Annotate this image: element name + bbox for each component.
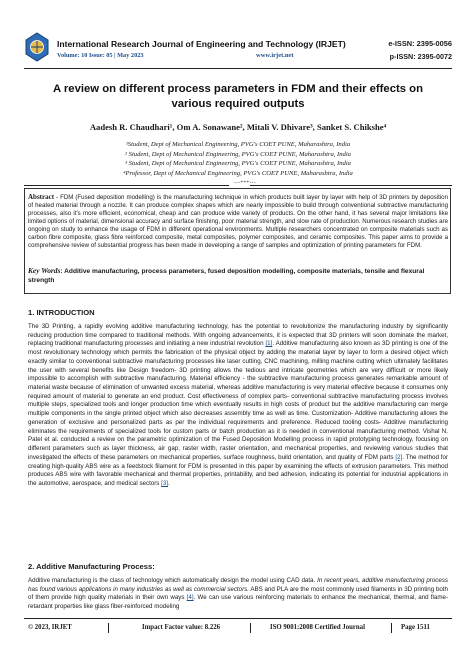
author-list: Aadesh R. Chaudhari¹, Om A. Sonawane², Mitali V. Dhivare³, Sanket S. Chikshe⁴ <box>89 122 387 132</box>
intro-text-2: . Additive manufacturing also known as 3D printing is one of the most revolutionary technology which permits the fabrication of the physical object by adding the material layer by layer to form a desired object which exactly similar to conventional subtractive manufacturing processes like laser cutting, CNC machining, milling machine cutting which ultimately facilitates the user with several benefits like Design freedom- 3D printing allows the tedious and intricate geometries which are very difficult or more likely impossible to accomplish with subtractive manufacturing. Material efficiency - the subtractive manufacturing process generates remarkable amount of material waste because of elimination of unwanted excess material, whereas additive manufacturing is very material effective because it consumes only required amount of material to generate an end product. Cost effectiveness of complex parts- conventional subtractive manufacturing process involves multiple steps, specialized tools and longer production time which eventually results in high costs of product but the additive manufacturing can merge multiple components in the single printed object which also decreases assembly time as well as time. Customization- Additive manufacturing allows the generation of exclusive and personalized parts as per the individual requirements and preference. Reduced tooling costs- Additive manufacturing eliminates the requirements of specialized tools for custom parts or batch production as it is needed in conventional manufacturing method. Vishal N. Patel et al. conducted a review on the parametric optimization of the Fused Deposition Modelling process in rapid prototyping technology, focusing on different parameters such as layer thickness, air gap, raster width, raster orientation, and mechanical properties, and reviewing various studies that investigated the effects of these parameters on mechanical properties, surface roughness, build orientation, and quality of FDM parts <box>28 340 448 461</box>
abstract-text: - FDM (Fused deposition modelling) is the manufacturing technique in which products built layer by layer with help of 3D printers by deposition of heated material through a nozzle. It can produce complex shapes which are nearly impossible to build through conventional subtractive manufacturing processes, also it's more efficient, economical, cheap and can produce wide variety of products. On the other hand, it has several major limitations like limited options of material, dimensional accuracy and surface finishing, poor material strength, and slow rate of production. Numerous research studies are ongoing on study to enhance the usage of FDM in different operational environments. Multiple researchers concentrated on composite materials such as carbon fibre composite, glass fibre reinforced composite, metal composites, polymer composites, and ceramic composites. This paper aims to provide a comprehensive review of substantial progress has been made in developing a range of samples and optimization of printing parameters for FDM. <box>28 194 448 249</box>
journal-title: International Research Journal of Engineering and Technology (IRJET) <box>57 39 346 49</box>
citation-2[interactable]: [2] <box>395 453 403 461</box>
journal-header <box>24 32 452 66</box>
separator-mark: ---***--- <box>234 181 256 186</box>
journal-url[interactable]: www.irjet.net <box>256 52 294 59</box>
footer-page-number: Page 1511 <box>401 624 430 631</box>
am-text-2: ABS and PLA are the most commonly used filaments in 3D printing both of them provide high quality materials in their own ways <box>28 585 448 602</box>
affiliations <box>24 140 452 178</box>
citation-1[interactable]: [1] <box>265 340 273 348</box>
footer-copyright: © 2023, IRJET <box>28 624 72 631</box>
footer-divider <box>108 623 109 633</box>
section-1-heading: 1. INTRODUCTION <box>28 308 95 317</box>
section-separator <box>24 183 452 187</box>
citation-4[interactable]: [4] <box>186 594 194 602</box>
p-issn: p-ISSN: 2395-0072 <box>389 52 452 61</box>
intro-text-1: The 3D Printing, a rapidly evolving additive manufacturing technology, has the potential to revolutionize the manufacturing industry by significantly reducing production time compared to traditional methods. With ongoing advancements, it is expected that 3D printers will soon dominate the market, replacing traditional manufacturing processes and initiating a new industrial revolution <box>28 323 448 348</box>
section-2-body <box>28 577 448 612</box>
abstract <box>28 193 448 250</box>
affiliation-3: ³ Student, Dept of Mechanical Engineering, PVG's COET PUNE, Maharashtra, India <box>125 160 351 168</box>
section-2-heading: 2. Additive Manufacturing Process: <box>28 562 155 571</box>
volume-issue: Volume: 10 Issue: 05 | May 2023 <box>57 52 144 59</box>
intro-text-3: . The method for creating high-quality ABS wire as a feedstock filament for FDM is presented in this paper by examining the effects of extrusion parameters. This method produces ABS wire with favorable mechanical and thermal properties, printability, and bed adhesion, indicating its potential for industrial applications in the automotive, aerospace, and medical sectors <box>28 453 448 487</box>
irjet-logo-icon <box>24 32 50 62</box>
affiliation-4: ⁴Professor, Dept of Mechanical Engineering, PVG's COET PUNE, Maharashtra, India <box>123 169 353 177</box>
section-1-body <box>28 323 448 489</box>
affiliation-2: ² Student, Dept of Mechanical Engineering, PVG's COET PUNE, Maharashtra, India <box>125 150 351 158</box>
am-text-1: Additive manufacturing is the class of technology which automatically design the model using CAD data. <box>28 577 318 584</box>
title-line-2: various required outputs <box>171 98 305 110</box>
footer-rule <box>24 618 452 619</box>
e-issn: e-ISSN: 2395-0056 <box>388 39 452 48</box>
keywords-text: : Additive manufacturing, process parameters, fused deposition modelling, composite materials, tensile and flexural strength <box>28 268 425 284</box>
keywords <box>28 267 448 285</box>
am-text-italic: In recent years, additive manufacturing process has found various applications in many industries as well as commercial sectors. <box>28 577 449 593</box>
abstract-label: Abstract <box>28 193 55 201</box>
title-line-1: A review on different process parameters in FDM and their effects on <box>53 83 423 95</box>
footer-iso: ISO 9001:2008 Certified Journal <box>270 624 365 631</box>
am-text-3: . We can use various reinforcing materials to enhance the mechanical, thermal, and flame-retardant properties like glass fiber-reinforced modeling <box>28 594 449 611</box>
paper-title <box>24 82 452 112</box>
footer-divider <box>391 623 392 633</box>
citation-3[interactable]: [3] <box>161 479 168 487</box>
affiliation-1: ¹Student, Dept of Mechanical Engineering, PVG's COET PUNE, Maharashtra, India <box>125 141 351 148</box>
intro-text-4: . <box>168 479 170 487</box>
keywords-label: Key Words <box>28 266 61 275</box>
footer-impact-factor: Impact Factor value: 8.226 <box>142 624 221 631</box>
footer-divider <box>250 623 251 633</box>
header-rule <box>24 68 452 69</box>
